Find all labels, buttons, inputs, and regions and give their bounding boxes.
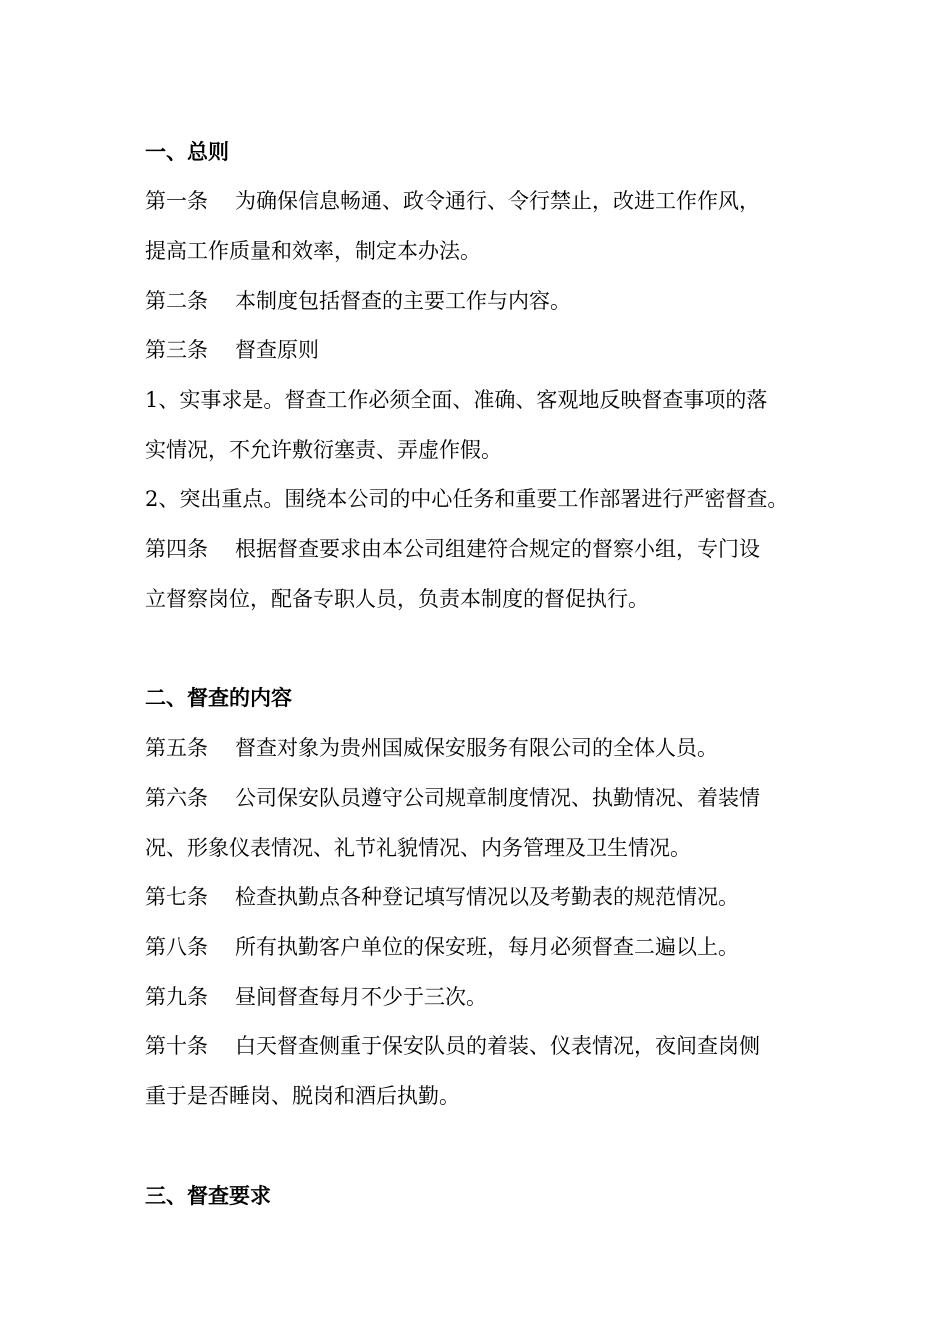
section-heading-contents: 二、督查的内容 <box>145 686 292 710</box>
article-text: 昼间督查每月不少于三次。 <box>235 985 487 1009</box>
article-text: 督查原则 <box>235 338 319 362</box>
article-8 <box>145 932 845 962</box>
article-number: 第八条 <box>145 935 208 959</box>
article-number: 第一条 <box>145 189 208 213</box>
article-text: 检查执勤点各种登记填写情况以及考勤表的规范情况。 <box>235 885 739 909</box>
article-4 <box>145 534 845 564</box>
section-heading-requirements: 三、督查要求 <box>145 1184 271 1208</box>
article-text: 本制度包括督查的主要工作与内容。 <box>235 289 571 313</box>
article-7 <box>145 882 845 912</box>
article-2 <box>145 286 845 316</box>
article-3 <box>145 335 845 365</box>
article-1-continuation: 提高工作质量和效率，制定本办法。 <box>145 239 481 263</box>
article-text: 根据督查要求由本公司组建符合规定的督察小组，专门设 <box>235 537 760 561</box>
principle-1: 1、实事求是。督查工作必须全面、准确、客观地反映督查事项的落 <box>145 388 768 412</box>
article-text: 为确保信息畅通、政令通行、令行禁止，改进工作作风， <box>235 189 760 213</box>
article-text: 白天督查侧重于保安队员的着装、仪表情况，夜间查岗侧 <box>235 1034 760 1058</box>
article-number: 第十条 <box>145 1034 208 1058</box>
section-heading-general: 一、总则 <box>145 140 229 164</box>
article-number: 第三条 <box>145 338 208 362</box>
article-number: 第六条 <box>145 786 208 810</box>
article-text: 督查对象为贵州国威保安服务有限公司的全体人员。 <box>235 736 718 760</box>
article-number: 第九条 <box>145 985 208 1009</box>
article-4-continuation: 立督察岗位，配备专职人员，负责本制度的督促执行。 <box>145 587 649 611</box>
article-number: 第七条 <box>145 885 208 909</box>
article-6 <box>145 783 845 813</box>
article-1 <box>145 186 845 216</box>
article-text: 公司保安队员遵守公司规章制度情况、执勤情况、着装情 <box>235 786 760 810</box>
article-6-continuation: 况、形象仪表情况、礼节礼貌情况、内务管理及卫生情况。 <box>145 836 691 860</box>
article-5 <box>145 733 845 763</box>
principle-2: 2、突出重点。围绕本公司的中心任务和重要工作部署进行严密督查。 <box>145 487 789 511</box>
article-number: 第四条 <box>145 537 208 561</box>
principle-1-continuation: 实情况，不允许敷衍塞责、弄虚作假。 <box>145 438 502 462</box>
article-9 <box>145 982 845 1012</box>
article-10 <box>145 1031 845 1061</box>
article-text: 所有执勤客户单位的保安班，每月必须督查二遍以上。 <box>235 935 739 959</box>
article-number: 第五条 <box>145 736 208 760</box>
article-10-continuation: 重于是否睡岗、脱岗和酒后执勤。 <box>145 1084 460 1108</box>
article-number: 第二条 <box>145 289 208 313</box>
